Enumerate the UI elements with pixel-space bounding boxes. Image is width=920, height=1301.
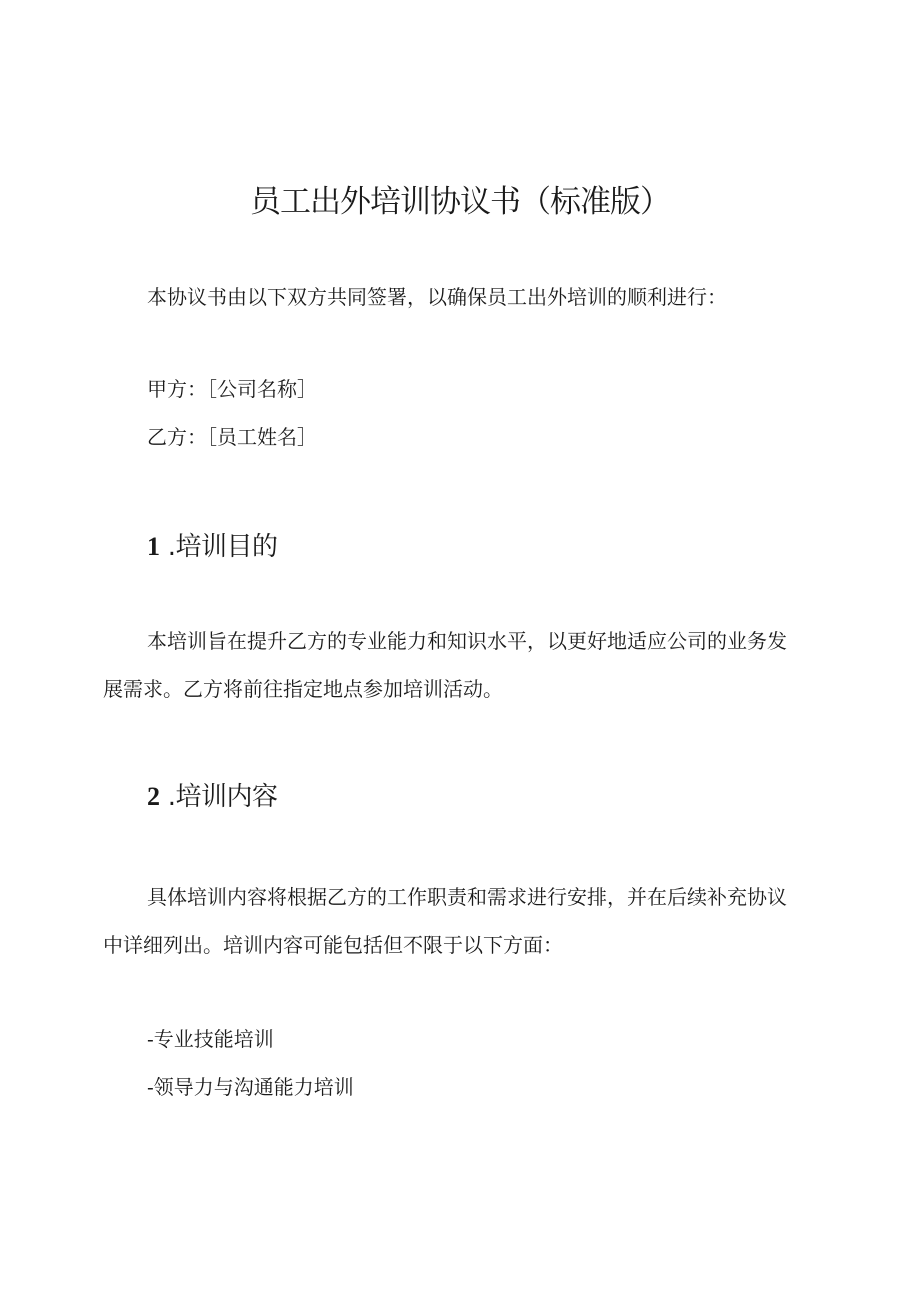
section-2-title: .培训内容 <box>167 782 278 812</box>
list-item: -专业技能培训 <box>147 1027 274 1051</box>
party-b-line: 乙方：［员工姓名］ <box>147 425 317 449</box>
section-1-heading <box>147 530 278 564</box>
section-1-body: 本培训旨在提升乙方的专业能力和知识水平，以更好地适应公司的业务发展需求。乙方将前往指定地点参加培训活动。 <box>103 629 787 701</box>
party-a-line: 甲方：［公司名称］ <box>147 377 317 401</box>
section-1-title: .培训目的 <box>167 532 278 562</box>
section-2-number: 2 <box>147 782 160 811</box>
section-2-body: 具体培训内容将根据乙方的工作职责和需求进行安排，并在后续补充协议中详细列出。培训内容可能包括但不限于以下方面： <box>103 885 787 957</box>
section-2-heading <box>147 780 278 814</box>
intro-text: 本协议书由以下双方共同签署，以确保员工出外培训的顺利进行： <box>147 285 727 309</box>
list-item: -领导力与沟通能力培训 <box>147 1075 354 1099</box>
section-1-number: 1 <box>147 532 160 561</box>
document-title: 员工出外培训协议书（标准版） <box>250 184 670 220</box>
